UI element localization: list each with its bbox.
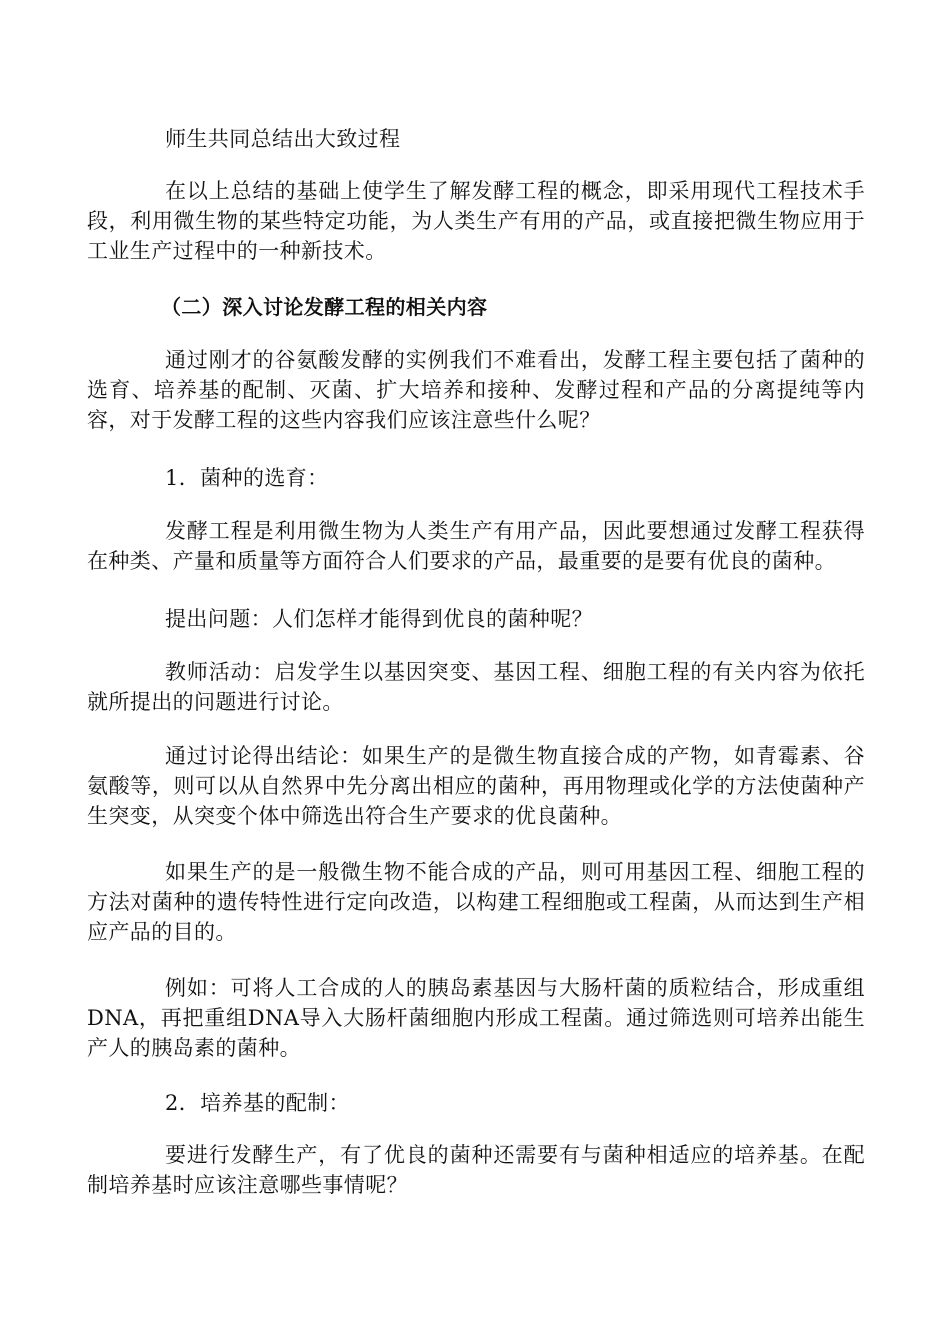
subheading-strain-selection: 1．菌种的选育： bbox=[165, 466, 329, 490]
paragraph-question: 提出问题：人们怎样才能得到优良的菌种呢？ bbox=[165, 607, 593, 631]
paragraph-overview: 通过刚才的谷氨酸发酵的实例我们不难看出，发酵工程主要包括了菌种的选育、培养基的配制、灭菌、扩大培养和接种、发酵过程和产品的分离提纯等内容，对于发酵工程的这些内容我们应该注意些什么呢？ bbox=[87, 348, 865, 432]
subheading-culture-medium: 2．培养基的配制： bbox=[165, 1091, 350, 1115]
paragraph-engineering: 如果生产的是一般微生物不能合成的产品，则可用基因工程、细胞工程的方法对菌种的遗传特性进行定向改造，以构建工程细胞或工程菌，从而达到生产相应产品的目的。 bbox=[87, 860, 865, 944]
paragraph-example: 例如：可将人工合成的人的胰岛素基因与大肠杆菌的质粒结合，形成重组DNA，再把重组DNA导入大肠杆菌细胞内形成工程菌。通过筛选则可培养出能生产人的胰岛素的菌种。 bbox=[87, 976, 865, 1060]
summary-line: 师生共同总结出大致过程 bbox=[165, 127, 401, 151]
paragraph-culture-medium: 要进行发酵生产，有了优良的菌种还需要有与菌种相适应的培养基。在配制培养基时应该注意哪些事情呢？ bbox=[87, 1143, 865, 1197]
paragraph-concept: 在以上总结的基础上使学生了解发酵工程的概念，即采用现代工程技术手段，利用微生物的某些特定功能，为人类生产有用的产品，或直接把微生物应用于工业生产过程中的一种新技术。 bbox=[87, 179, 865, 263]
paragraph-strain-importance: 发酵工程是利用微生物为人类生产有用产品，因此要想通过发酵工程获得在种类、产量和质量等方面符合人们要求的产品，最重要的是要有优良的菌种。 bbox=[87, 519, 865, 573]
paragraph-teacher-activity: 教师活动：启发学生以基因突变、基因工程、细胞工程的有关内容为依托就所提出的问题进行讨论。 bbox=[87, 660, 865, 714]
section-heading: （二）深入讨论发酵工程的相关内容 bbox=[161, 295, 488, 319]
paragraph-conclusion: 通过讨论得出结论：如果生产的是微生物直接合成的产物，如青霉素、谷氨酸等，则可以从自然界中先分离出相应的菌种，再用物理或化学的方法使菌种产生突变，从突变个体中筛选出符合生产要求的优良菌种。 bbox=[87, 744, 865, 828]
